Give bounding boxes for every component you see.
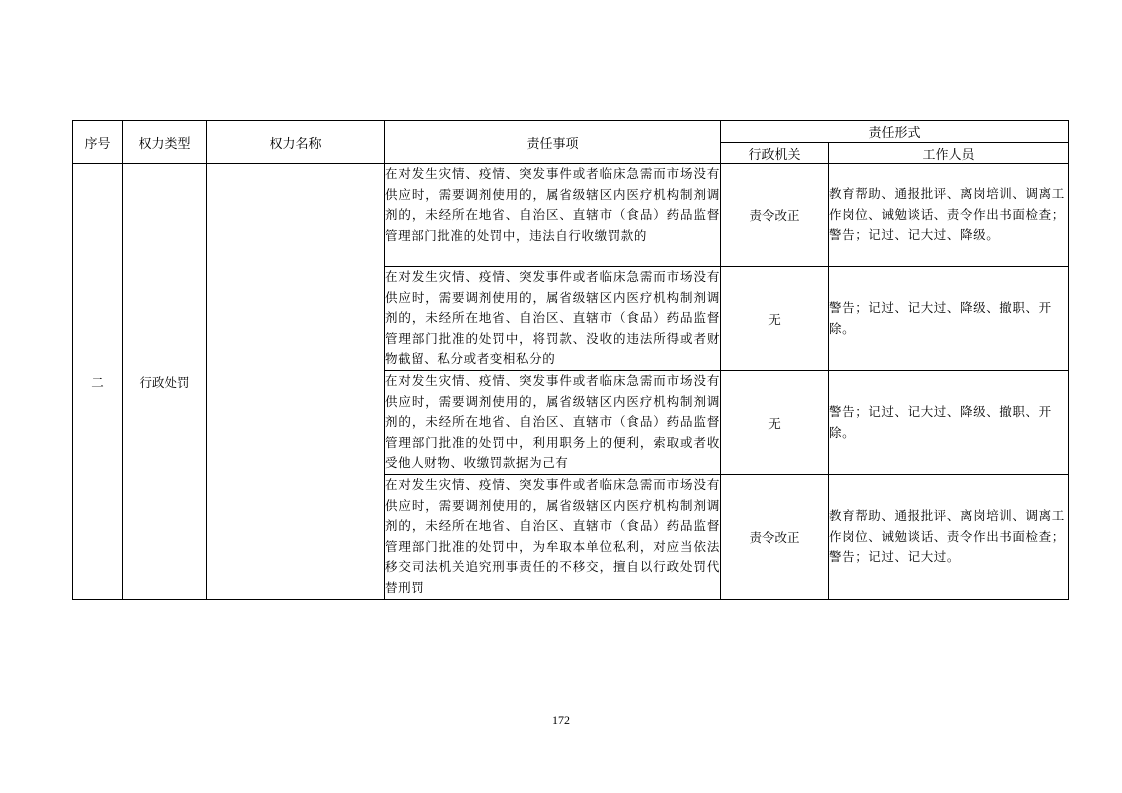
matter-cell: 在对发生灾情、疫情、突发事件或者临床急需而市场没有供应时，需要调剂使用的，属省级辖区内医疗机构制剂调剂的，未经所在地省、自治区、直辖市（食品）药品监督管理部门批准的处罚中，利用职务上的便利，索取或者收受他人财物、收缴罚款据为己有 bbox=[385, 371, 721, 475]
header-staff: 工作人员 bbox=[829, 143, 1069, 164]
staff-cell: 警告；记过、记大过、降级、撤职、开除。 bbox=[829, 267, 1069, 371]
header-admin-agency: 行政机关 bbox=[721, 143, 829, 164]
table-row bbox=[73, 164, 1069, 267]
header-power-name: 权力名称 bbox=[207, 121, 385, 164]
staff-cell: 教育帮助、通报批评、离岗培训、调离工作岗位、诫勉谈话、责令作出书面检查；警告；记过、记大过、降级。 bbox=[829, 164, 1069, 267]
agency-cell: 责令改正 bbox=[721, 164, 829, 267]
power-type-cell: 行政处罚 bbox=[123, 164, 207, 600]
matter-cell: 在对发生灾情、疫情、突发事件或者临床急需而市场没有供应时，需要调剂使用的，属省级辖区内医疗机构制剂调剂的，未经所在地省、自治区、直辖市（食品）药品监督管理部门批准的处罚中，将罚款、没收的违法所得或者财物截留、私分或者变相私分的 bbox=[385, 267, 721, 371]
matter-cell: 在对发生灾情、疫情、突发事件或者临床急需而市场没有供应时，需要调剂使用的，属省级辖区内医疗机构制剂调剂的，未经所在地省、自治区、直辖市（食品）药品监督管理部门批准的处罚中，违法自行收缴罚款的 bbox=[385, 164, 721, 267]
header-seq: 序号 bbox=[73, 121, 123, 164]
staff-cell: 警告；记过、记大过、降级、撤职、开除。 bbox=[829, 371, 1069, 475]
seq-cell: 二 bbox=[73, 164, 123, 600]
agency-cell: 无 bbox=[721, 267, 829, 371]
header-responsibility-matter: 责任事项 bbox=[385, 121, 721, 164]
header-power-type: 权力类型 bbox=[123, 121, 207, 164]
matter-cell: 在对发生灾情、疫情、突发事件或者临床急需而市场没有供应时，需要调剂使用的，属省级辖区内医疗机构制剂调剂的，未经所在地省、自治区、直辖市（食品）药品监督管理部门批准的处罚中，为牟取本单位私利，对应当依法移交司法机关追究刑事责任的不移交，擅自以行政处罚代替刑罚 bbox=[385, 475, 721, 600]
power-name-cell bbox=[207, 164, 385, 600]
agency-cell: 无 bbox=[721, 371, 829, 475]
agency-cell: 责令改正 bbox=[721, 475, 829, 600]
responsibility-table bbox=[72, 120, 1069, 600]
staff-cell: 教育帮助、通报批评、离岗培训、调离工作岗位、诫勉谈话、责令作出书面检查；警告；记过、记大过。 bbox=[829, 475, 1069, 600]
page-number: 172 bbox=[552, 713, 570, 727]
header-responsibility-form: 责任形式 bbox=[721, 121, 1069, 143]
